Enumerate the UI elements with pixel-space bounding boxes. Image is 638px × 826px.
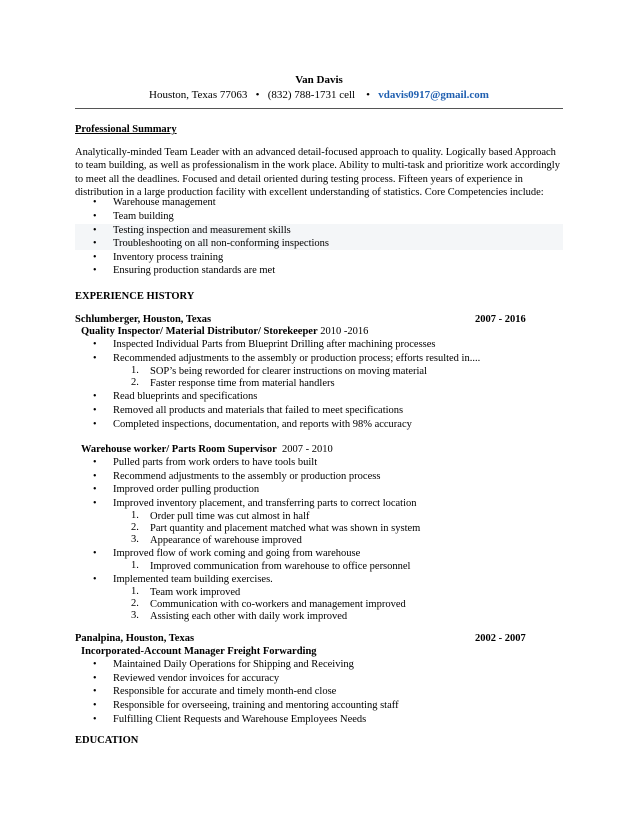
role-title: Quality Inspector/ Material Distributor/ Storekeeper [81,326,318,337]
number-marker: 1. [131,586,139,597]
list-item: SOP’s being reworded for clearer instructions on moving material [150,366,428,377]
list-item: Team building [113,211,174,222]
bullet-marker: • [93,686,97,697]
list-item: Ensuring production standards are met [113,265,276,276]
number-marker: 2. [131,377,139,388]
email-link[interactable]: vdavis0917@gmail.com [378,89,489,101]
education-heading: EDUCATION [75,735,139,746]
list-item: Improved communication from warehouse to office personnel [150,561,411,572]
list-item: Inventory process training [113,252,224,263]
role-dates: 2010 -2016 [320,326,369,337]
role-dates: 2007 - 2010 [282,444,333,455]
bullet-marker: • [93,574,97,585]
bullet-marker: • [93,659,97,670]
company-dates: 2007 - 2016 [475,314,526,325]
company-name: Panalpina, Houston, Texas [75,633,195,644]
number-marker: 1. [131,510,139,521]
number-marker: 1. [131,365,139,376]
experience-heading: EXPERIENCE HISTORY [75,291,195,302]
bullet-marker: • [93,252,97,263]
bullet-marker: • [93,548,97,559]
bullet-marker: • [93,457,97,468]
list-item: Improved flow of work coming and going from warehouse [113,548,361,559]
bullet-marker: • [93,498,97,509]
number-marker: 3. [131,534,139,545]
bullet-marker: • [93,405,97,416]
list-item: Appearance of warehouse improved [150,535,302,546]
company-dates: 2002 - 2007 [475,633,526,644]
list-item: Improved inventory placement, and transferring parts to correct location [113,498,417,509]
list-item: Pulled parts from work orders to have tools built [113,457,318,468]
bullet-marker: • [93,197,97,208]
list-item: Reviewed vendor invoices for accuracy [113,673,280,684]
list-item: Order pull time was cut almost in half [150,511,310,522]
list-item: Recommended adjustments to the assembly or production process; efforts resulted in.... [113,353,481,364]
list-item: Removed all products and materials that failed to meet specifications [113,405,404,416]
role-line [81,325,368,338]
list-item: Recommend adjustments to the assembly or production process [113,471,381,482]
summary-heading: Professional Summary [75,124,177,135]
role-line [81,443,333,456]
list-item: Part quantity and placement matched what was shown in system [150,523,421,534]
bullet-marker: • [93,238,97,249]
list-item: Responsible for accurate and timely month-end close [113,686,337,697]
list-item: Completed inspections, documentation, and reports with 98% accuracy [113,419,412,430]
role-title: Incorporated-Account Manager Freight Forwarding [81,646,317,657]
list-item: Troubleshooting on all non-conforming inspections [113,238,330,249]
number-marker: 2. [131,598,139,609]
contact-line [0,89,638,101]
list-item: Team work improved [150,587,241,598]
list-item: Fulfilling Client Requests and Warehouse Employees Needs [113,714,367,725]
list-item: Testing inspection and measurement skills [113,225,291,236]
bullet-marker: • [93,471,97,482]
bullet-marker: • [93,339,97,350]
role-title: Warehouse worker/ Parts Room Supervisor [81,444,277,455]
bullet-marker: • [93,673,97,684]
list-item: Inspected Individual Parts from Blueprint Drilling after machining processes [113,339,436,350]
bullet-marker: • [93,714,97,725]
candidate-name: Van Davis [295,74,343,86]
list-item: Faster response time from material handlers [150,378,335,389]
number-marker: 1. [131,560,139,571]
list-item: Implemented team building exercises. [113,574,273,585]
list-item: Warehouse management [113,197,216,208]
bullet-marker: • [93,265,97,276]
bullet-marker: • [93,419,97,430]
separator: • [366,89,370,101]
list-item: Communication with co-workers and management improved [150,599,406,610]
list-item: Read blueprints and specifications [113,391,258,402]
phone: (832) 788-1731 cell [267,89,356,101]
bullet-marker: • [93,211,97,222]
bullet-marker: • [93,225,97,236]
list-item: Maintained Daily Operations for Shipping and Receiving [113,659,354,670]
header-divider [75,108,563,109]
summary-paragraph: Analytically-minded Team Leader with an advanced detail-focused approach to quality. Logically based Approach to team building, as well as professionalism in the work place. Ability to multi-task and prioritize work accordingly to meet all the deadlines. Focused and detail oriented during testing process. Fifteen years of experience in distribution in a large production facility with excellent understanding of statistics. Core Competencies include: [75,147,560,198]
bullet-marker: • [93,353,97,364]
bullet-marker: • [93,391,97,402]
list-item: Improved order pulling production [113,484,260,495]
list-item: Assisting each other with daily work improved [150,611,348,622]
address: Houston, Texas 77063 [149,89,248,101]
separator: • [255,89,260,101]
number-marker: 3. [131,610,139,621]
company-name: Schlumberger, Houston, Texas [75,314,212,325]
list-item: Responsible for overseeing, training and mentoring accounting staff [113,700,399,711]
bullet-marker: • [93,700,97,711]
bullet-marker: • [93,484,97,495]
number-marker: 2. [131,522,139,533]
